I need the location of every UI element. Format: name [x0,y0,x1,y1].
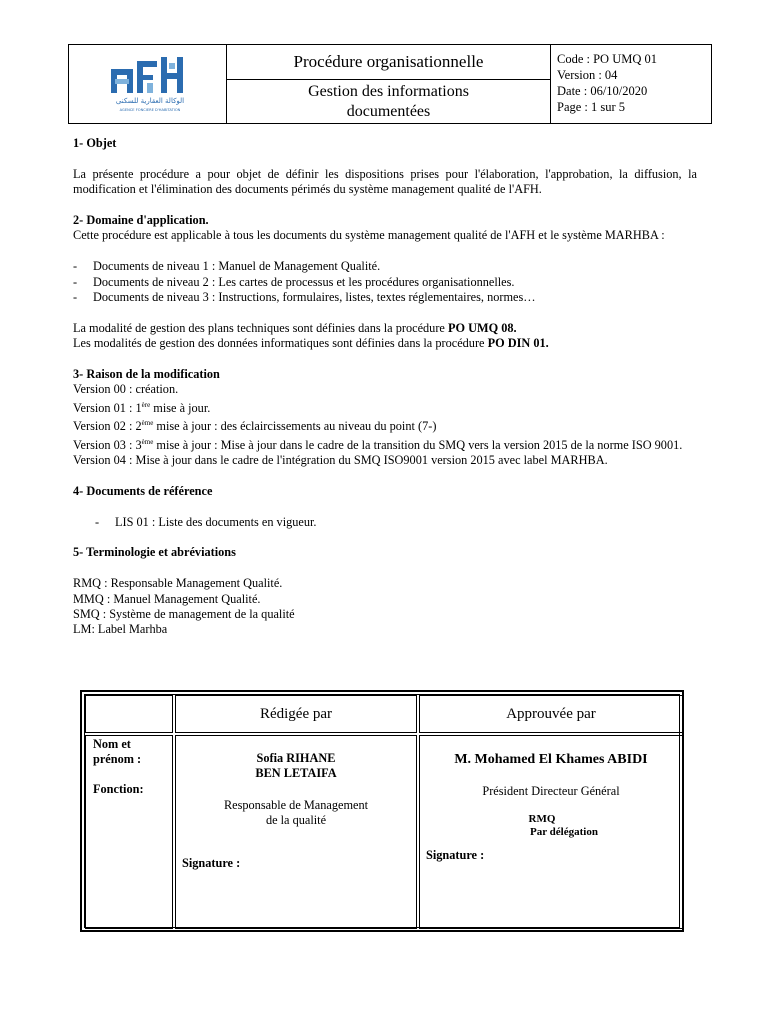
section-5-heading: 5- Terminologie et abréviations [73,545,236,560]
list-item: - Documents de niveau 1 : Manuel de Management Qualité. [73,259,381,274]
redacteur-name-2: BEN LETAIFA [255,766,337,780]
redigee-cell [175,735,417,929]
col-approuvee-header: Approuvée par [419,695,683,733]
list-item: - Documents de niveau 3 : Instructions, formulaires, listes, textes réglementaires, normes… [73,290,536,305]
approval-table [80,690,684,932]
redacteur-name-1: Sofia RIHANE [256,751,336,765]
approbateur-name: M. Mohamed El Khames ABIDI [454,752,648,767]
abbr-item: SMQ : Système de management de la qualité [73,607,295,622]
document-body [73,136,697,638]
list-item: - Documents de niveau 2 : Les cartes de processus et les procédures organisationnelles. [73,274,515,289]
doc-subject-line1: Gestion des informations [308,82,469,100]
logo-arabic-text: الوكالة العقارية للسكنى [115,97,185,105]
label-nom: Nom et [93,737,131,751]
doc-type-title: Procédure organisationnelle [227,45,550,80]
label-fonction: Fonction: [93,782,144,796]
doc-subject-line2: documentées [346,102,431,120]
version-04: Version 04 : Mise à jour dans le cadre de l'intégration du SMQ ISO9001 version 2015 avec label MARHBA. [73,453,608,468]
version-00: Version 00 : création. [73,382,179,397]
doc-subject [227,80,550,123]
approbateur-rmq: RMQ [528,813,556,825]
version-03: Version 03 : 3ème mise à jour : Mise à jour dans le cadre de la transition du SMQ vers la version 2015 de la norme ISO 9001. [73,437,683,452]
doc-code: Code : PO UMQ 01 [557,52,658,66]
approuvee-cell [419,735,683,929]
version-01: Version 01 : 1ère mise à jour. [73,400,211,415]
approbateur-signature-label: Signature : [426,848,485,862]
section-4-heading: 4- Documents de référence [73,483,213,498]
redacteur-signature-label: Signature : [182,856,241,870]
logo-cell [69,45,227,123]
doc-page: Page : 1 sur 5 [557,100,626,114]
redacteur-fonction-1: Responsable de Management [223,798,369,812]
abbr-item: RMQ : Responsable Management Qualité. [73,576,283,591]
col-redigee-header: Rédigée par [175,695,417,733]
title-cell [227,45,551,123]
document-header [68,44,712,124]
afh-logo [105,51,195,115]
redacteur-fonction-2: de la qualité [265,813,327,827]
abbr-item: MMQ : Manuel Management Qualité. [73,591,261,606]
section-2-heading: 2- Domaine d'application. [73,213,209,227]
approbateur-delegation: Par délégation [530,826,598,838]
list-item: - LIS 01 : Liste des documents en vigueur. [95,514,317,529]
label-prenom: prénom : [93,752,142,766]
section-1-heading: 1- Objet [73,136,117,150]
section-3-heading: 3- Raison de la modification [73,367,220,382]
section-2-note-1: La modalité de gestion des plans techniques sont définies dans la procédure PO UMQ 08. [73,320,517,335]
approbateur-fonction: Président Directeur Général [482,784,620,798]
section-2-text: Cette procédure est applicable à tous les documents du système management qualité de l'AFH et le système MARHBA : [73,228,665,243]
section-2-note-2: Les modalités de gestion des données informatiques sont définies dans la procédure PO DIN 01. [73,336,549,351]
table-corner-cell [85,695,173,733]
doc-version: Version : 04 [557,68,618,82]
doc-date: Date : 06/10/2020 [557,84,648,98]
abbr-item: LM: Label Marhba [73,622,168,637]
logo-caption: AGENCE FONCIERE D'HABITATION [119,108,181,112]
doc-meta-cell [553,45,711,123]
labels-cell [85,735,173,929]
version-02: Version 02 : 2ème mise à jour : des éclaircissements au niveau du point (7-) [73,419,437,434]
section-1-text: La présente procédure a pour objet de définir les dispositions prises pour l'élaboration, l'approbation, la diffusion, la modification et l'élimination des documents périmés du système management qualité de l'AFH. [73,166,697,197]
